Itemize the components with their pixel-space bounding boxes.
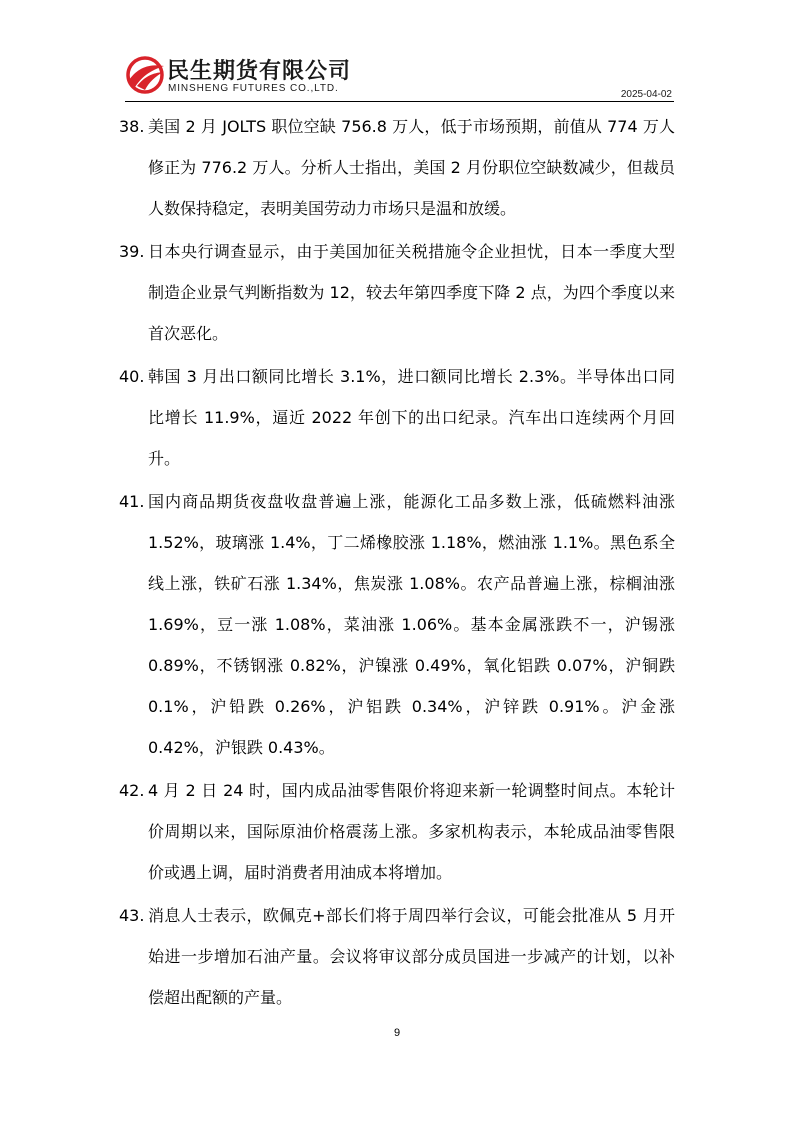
item-number: 43. xyxy=(119,906,145,925)
news-item-43 xyxy=(119,895,675,1018)
company-name-cn: 民生期货有限公司 xyxy=(167,59,352,84)
item-number: 42. xyxy=(119,781,145,800)
item-number: 39. xyxy=(119,242,145,261)
company-name-en: MINSHENG FUTURES CO.,LTD. xyxy=(168,83,339,94)
item-text: 4 月 2 日 24 时，国内成品油零售限价将迎来新一轮调整时间点。本轮计价周期以来，国际原油价格震荡上涨。多家机构表示，本轮成品油零售限价或遇上调，届时消费者用油成本将增加。 xyxy=(148,781,675,882)
item-number: 40. xyxy=(119,367,145,386)
item-text: 国内商品期货夜盘收盘普遍上涨，能源化工品多数上涨，低硫燃料油涨 1.52%，玻璃涨 1.4%，丁二烯橡胶涨 1.18%，燃油涨 1.1%。黑色系全线上涨，铁矿石涨 1.34%，焦炭涨 1.08%。农产品普遍上涨，棕榈油涨 1.69%，豆一涨 1.08%，菜油涨 1.06%。基本金属涨跌不一，沪锡涨 0.89%，不锈钢涨 0.82%，沪镍涨 0.49%，氧化铝跌 0.07%，沪铜跌 0.1%，沪铅跌 0.26%，沪铝跌 0.34%，沪锌跌 0.91%。沪金涨 0.42%，沪银跌 0.43%。 xyxy=(148,492,675,757)
header-rule xyxy=(125,101,674,102)
item-number: 41. xyxy=(119,492,145,511)
news-item-38 xyxy=(119,106,675,229)
item-text: 日本央行调查显示，由于美国加征关税措施令企业担忧，日本一季度大型制造企业景气判断指数为 12，较去年第四季度下降 2 点，为四个季度以来首次恶化。 xyxy=(148,242,675,343)
page-number: 9 xyxy=(393,1027,401,1039)
news-list xyxy=(119,106,675,1020)
report-date: 2025-04-02 xyxy=(620,89,672,100)
news-item-41 xyxy=(119,481,675,768)
minsheng-logo-icon xyxy=(125,56,165,94)
page-header xyxy=(125,52,674,104)
news-item-42 xyxy=(119,770,675,893)
item-text: 美国 2 月 JOLTS 职位空缺 756.8 万人，低于市场预期，前值从 774 万人修正为 776.2 万人。分析人士指出，美国 2 月份职位空缺数减少，但裁员人数保持稳定，表明美国劳动力市场只是温和放缓。 xyxy=(148,117,675,218)
item-text: 韩国 3 月出口额同比增长 3.1%，进口额同比增长 2.3%。半导体出口同比增长 11.9%，逼近 2022 年创下的出口纪录。汽车出口连续两个月回升。 xyxy=(148,367,675,468)
news-item-40 xyxy=(119,356,675,479)
item-number: 38. xyxy=(119,117,145,136)
news-item-39 xyxy=(119,231,675,354)
item-text: 消息人士表示，欧佩克+部长们将于周四举行会议，可能会批准从 5 月开始进一步增加石油产量。会议将审议部分成员国进一步减产的计划，以补偿超出配额的产量。 xyxy=(148,906,675,1007)
